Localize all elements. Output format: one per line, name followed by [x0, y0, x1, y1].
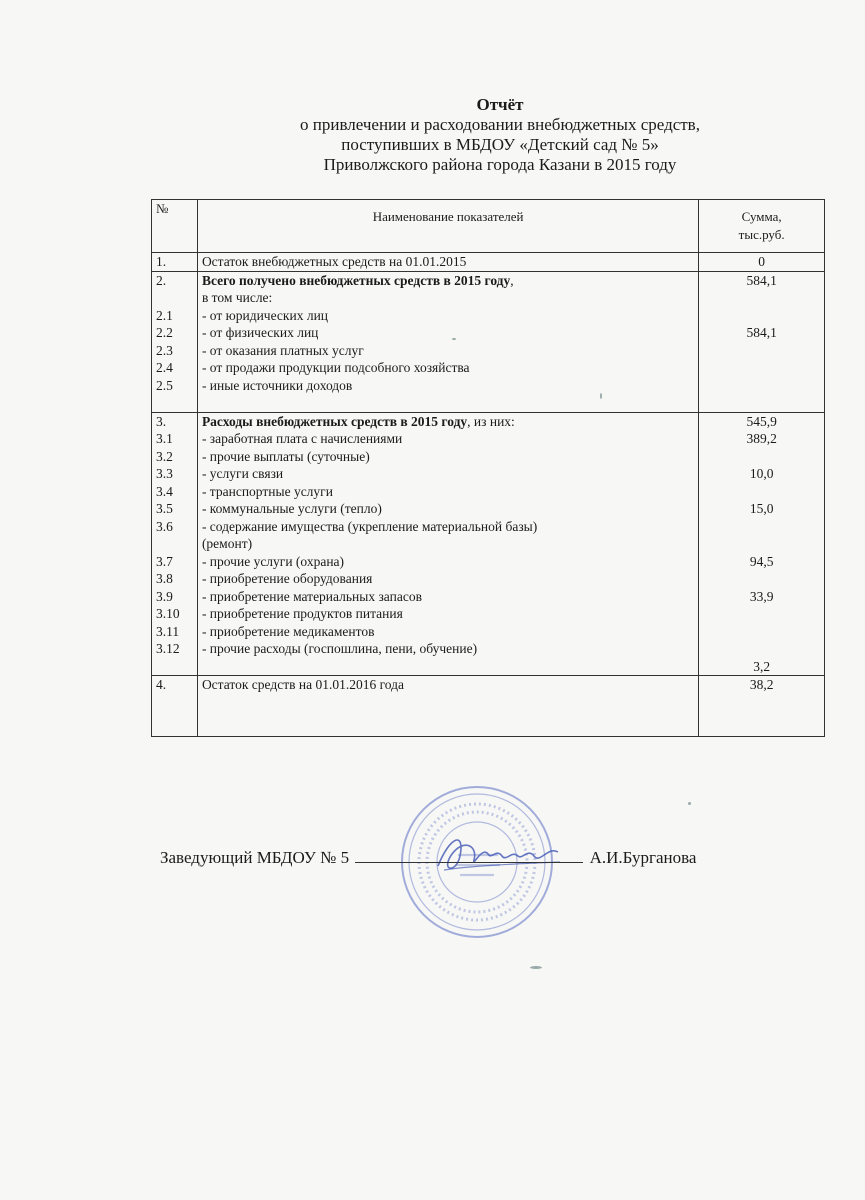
signatory-name: А.И.Бурганова [589, 848, 697, 867]
section-heading-bold: Расходы внебюджетных средств в 2015 году [201, 413, 468, 429]
row-number: 3.10 [156, 606, 180, 621]
sum-value: 15,0 [749, 501, 774, 516]
scan-speck [452, 338, 456, 340]
sum-value [703, 448, 820, 466]
scan-speck [600, 393, 602, 399]
row-numbers [152, 412, 198, 676]
list-item: - приобретение продуктов питания [201, 606, 403, 621]
list-item: - приобретение оборудования [201, 571, 373, 586]
list-item: - прочие расходы (госпошлина, пени, обучение) [201, 641, 478, 656]
signature-underline [355, 846, 583, 863]
table-row [152, 676, 825, 737]
row-number: 3.3 [156, 466, 173, 481]
row-number: 1. [152, 253, 198, 272]
section-heading-rest: , из них: [467, 413, 515, 429]
row-number: 2.3 [156, 342, 173, 358]
row-number: 3.4 [156, 483, 173, 499]
title-line-2: о привлечении и расходовании внебюджетных средств, [300, 115, 700, 134]
sum-value: 584,1 [746, 325, 777, 340]
table-row [152, 271, 825, 412]
sum-value [703, 483, 820, 501]
row-number [156, 535, 193, 553]
list-item: - от физических лиц [201, 325, 319, 340]
row-number: 3.6 [156, 518, 173, 534]
report-table [151, 199, 825, 737]
sum-value [703, 570, 820, 588]
list-item: - приобретение медикаментов [201, 623, 375, 639]
row-number: 2.2 [156, 325, 173, 340]
sum-value [703, 605, 820, 623]
list-item: - от оказания платных услуг [201, 342, 364, 358]
header-number: № [152, 200, 198, 253]
row-name: Остаток внебюджетных средств на 01.01.2015 [197, 253, 698, 272]
row-number: 3.11 [156, 623, 180, 639]
title-line-3: поступивших в МБДОУ «Детский сад № 5» [341, 135, 659, 154]
sum-value: 94,5 [749, 553, 774, 569]
list-item: - прочие выплаты (суточные) [201, 448, 370, 464]
list-item: - заработная плата с начислениями [201, 431, 403, 446]
title-heading: Отчёт [476, 95, 524, 114]
scan-speck [530, 966, 542, 969]
table-row [152, 412, 825, 676]
list-item: - от продажи продукции подсобного хозяйства [201, 360, 470, 375]
list-item: - транспортные услуги [201, 483, 333, 499]
row-number [156, 289, 193, 307]
sum-value [703, 359, 820, 377]
row-items [197, 271, 698, 412]
row-number: 2.5 [156, 377, 173, 393]
list-item: - иные источники доходов [201, 377, 353, 393]
header-name: Наименование показателей [197, 200, 698, 253]
sum-value [703, 535, 820, 553]
row-name: Остаток средств на 01.01.2016 года [197, 676, 698, 737]
sum-value: 10,0 [749, 466, 774, 481]
row-sum: 0 [699, 253, 825, 272]
row-number: 3.12 [156, 641, 180, 656]
sum-value [703, 640, 820, 658]
table-row [152, 253, 825, 272]
document-title [150, 95, 850, 175]
list-item: - приобретение материальных запасов [201, 588, 422, 604]
sum-value [703, 342, 820, 360]
signatory-position: Заведующий МБДОУ № 5 [160, 848, 350, 867]
header-sum-line1: Сумма, [741, 209, 782, 224]
row-items [197, 412, 698, 676]
list-item: - прочие услуги (охрана) [201, 553, 345, 569]
row-number: 3. [156, 413, 167, 429]
header-sum-line2: тыс.руб. [738, 226, 785, 242]
sum-value: 545,9 [746, 413, 777, 429]
section-heading-bold: Всего получено внебюджетных средств в 2015 году [201, 272, 511, 288]
section-heading [202, 413, 694, 431]
sum-value [703, 377, 820, 395]
list-item: - содержание имущества (укрепление материальной базы) [201, 518, 538, 534]
sum-value: 33,9 [749, 588, 774, 604]
row-number: 2.1 [156, 307, 173, 323]
list-item: (ремонт) [201, 536, 253, 551]
row-number: 3.1 [156, 431, 173, 446]
section-heading-rest: , [510, 272, 514, 288]
row-number: 3.7 [156, 553, 173, 569]
row-number: 3.9 [156, 588, 173, 604]
title-line-4: Приволжского района города Казани в 2015 году [323, 155, 677, 174]
sum-value [703, 289, 820, 307]
sum-value: 389,2 [746, 431, 777, 446]
sum-value: 3,2 [753, 658, 771, 674]
row-number: 2.4 [156, 360, 173, 375]
list-item: - услуги связи [201, 466, 284, 481]
list-item: - от юридических лиц [201, 307, 329, 323]
row-number: 3.8 [156, 571, 173, 586]
list-item: - коммунальные услуги (тепло) [201, 501, 382, 516]
list-item: в том числе: [201, 290, 273, 305]
signature-line [160, 846, 780, 869]
table-header-row [152, 200, 825, 253]
row-sums [699, 412, 825, 676]
row-sums [699, 271, 825, 412]
sum-value: 584,1 [746, 272, 777, 288]
row-number: 2. [156, 272, 167, 288]
row-numbers [152, 271, 198, 412]
sum-value [703, 623, 820, 641]
row-number: 4. [152, 676, 198, 737]
sum-value [703, 307, 820, 325]
row-sum: 38,2 [699, 676, 825, 737]
header-sum [699, 200, 825, 253]
scan-speck [688, 802, 691, 805]
row-number: 3.2 [156, 448, 173, 464]
sum-value [703, 518, 820, 536]
row-number: 3.5 [156, 501, 173, 516]
section-heading [202, 272, 694, 290]
